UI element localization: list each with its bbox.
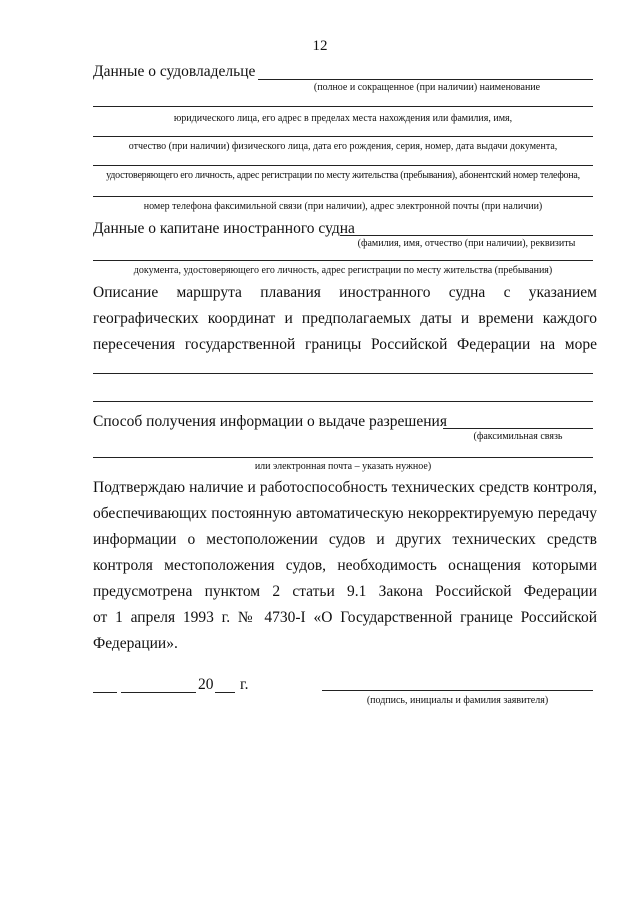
owner-line-4[interactable] bbox=[93, 165, 593, 166]
date-year-line[interactable] bbox=[215, 692, 235, 693]
method-hint-2: или электронная почта – указать нужное) bbox=[254, 461, 432, 472]
owner-hint-1: (полное и сокращенное (при наличии) наименование bbox=[313, 82, 541, 93]
signature-hint: (подпись, инициалы и фамилия заявителя) bbox=[366, 695, 549, 706]
route-input-line-2[interactable] bbox=[93, 401, 593, 402]
route-input-line-1[interactable] bbox=[93, 373, 593, 374]
captain-hint-1: (фамилия, имя, отчество (при наличии), реквизиты bbox=[357, 238, 576, 249]
method-line-2[interactable] bbox=[93, 457, 593, 458]
confirm-line-5: предусмотрена пунктом 2 статьи 9.1 Закона Российской Федерации bbox=[93, 583, 597, 600]
owner-input-line[interactable] bbox=[258, 79, 593, 80]
owner-hint-3: отчество (при наличии) физического лица, дата его рождения, серия, номер, дата выдачи документа, bbox=[128, 141, 558, 152]
owner-hint-2: юридического лица, его адрес в пределах места нахождения или фамилия, имя, bbox=[173, 113, 513, 124]
owner-line-3[interactable] bbox=[93, 136, 593, 137]
date-day-line[interactable] bbox=[93, 692, 117, 693]
method-input-line[interactable] bbox=[443, 428, 593, 429]
signature-line[interactable] bbox=[322, 690, 593, 691]
captain-label: Данные о капитане иностранного судна bbox=[93, 220, 355, 237]
date-month-line[interactable] bbox=[121, 692, 196, 693]
page-number: 12 bbox=[312, 38, 328, 54]
route-line-1: Описание маршрута плавания иностранного судна с указанием bbox=[93, 284, 597, 301]
captain-line-2[interactable] bbox=[93, 260, 593, 261]
method-label: Способ получения информации о выдаче разрешения bbox=[93, 413, 447, 430]
owner-line-2[interactable] bbox=[93, 106, 593, 107]
owner-hint-5: номер телефона факсимильной связи (при наличии), адрес электронной почты (при наличии) bbox=[143, 201, 543, 212]
owner-label: Данные о судовладельце bbox=[93, 63, 256, 80]
date-year-suffix: г. bbox=[240, 676, 249, 693]
confirm-line-1: Подтверждаю наличие и работоспособность технических средств контроля, bbox=[93, 479, 597, 496]
confirm-line-6: от 1 апреля 1993 г. № 4730-I «О Государственной границе Российской bbox=[93, 609, 597, 626]
captain-hint-2: документа, удостоверяющего его личность, адрес регистрации по месту жительства (пребывания) bbox=[133, 265, 553, 276]
route-line-3: пересечения государственной границы Российской Федерации на море bbox=[93, 336, 597, 353]
owner-line-5[interactable] bbox=[93, 196, 593, 197]
confirm-line-7: Федерации». bbox=[93, 635, 178, 652]
confirm-line-4: контроля местоположения судов, необходимость оснащения которыми bbox=[93, 557, 597, 574]
owner-hint-4: удостоверяющего его личность, адрес регистрации по месту жительства (пребывания), абонентский номер телефона, bbox=[106, 170, 580, 181]
date-twenty: 20 bbox=[198, 676, 214, 693]
confirm-line-3: информации о местоположении судов и других технических средств bbox=[93, 531, 597, 548]
captain-input-line[interactable] bbox=[340, 235, 593, 236]
confirm-line-2: обеспечивающих постоянную автоматическую некорректируемую передачу bbox=[93, 505, 597, 522]
route-line-2: географических координат и предполагаемых даты и времени каждого bbox=[93, 310, 597, 327]
method-hint-1: (факсимильная связь bbox=[473, 431, 563, 442]
